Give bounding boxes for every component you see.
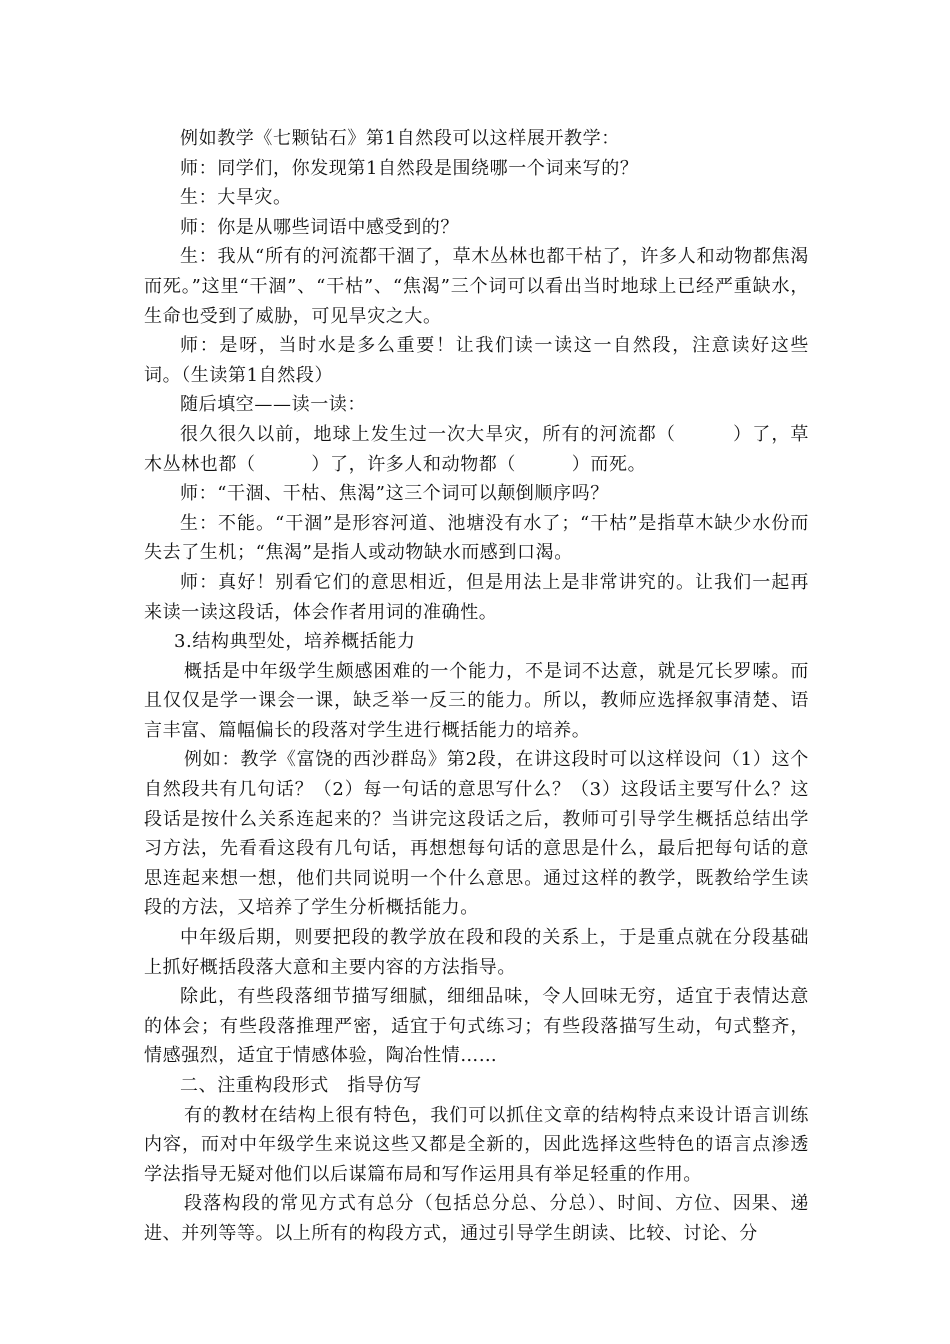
paragraph-structure-methods: 段落构段的常见方式有总分（包括总分总、分总）、时间、方位、因果、递进、并列等等。以上所有的构段方式，通过引导学生朗读、比较、讨论、分 [144,1193,809,1244]
paragraph-structure-feature: 有的教材在结构上很有特色，我们可以抓住文章的结构特点来设计语言训练内容，而对中年级学生来说这些又都是全新的，因此选择这些特色的语言点渗透学法指导无疑对他们以后谋篇布局和写作运用具有举足轻重的作用。 [144,1104,809,1185]
document-body [144,124,809,1249]
paragraph-teacher-reply-2: 师：真好！别看它们的意思相近，但是用法上是非常讲究的。让我们一起再来读一读这段话，体会作者用词的准确性。 [144,571,809,623]
paragraph-teacher-question-3: 师：“干涸、干枯、焦渴”这三个词可以颠倒顺序吗？ [180,483,609,505]
section-heading-two: 二、注重构段形式 指导仿写 [180,1075,422,1096]
paragraph-example-xisha: 例如：教学《富饶的西沙群岛》第2段，在讲这段时可以这样设问（1）这个自然段共有几句话？（2）每一句话的意思写什么？（3）这段话主要写什么？这段话是按什么关系连起来的？当讲完这段话之后，教师可引导学生概括总结出学习方法，先看看这段有几句话，再想想每句话的意思是什么，最后把每句话的意思连起来想一想，他们共同说明一个什么意思。通过这样的教学，既教给学生读段的方法，又培养了学生分析概括能力。 [144,749,809,919]
paragraph-student-answer-2: 生：我从“所有的河流都干涸了，草木丛林也都干枯了，许多人和动物都焦渴而死。”这里“干涸”、“干枯”、“焦渴”三个词可以看出当时地球上已经严重缺水，生命也受到了威胁，可见旱灾之大。 [144,246,809,327]
paragraph-fill-blank-text: 很久很久以前，地球上发生过一次大旱灾，所有的河流都（ ）了，草木丛林也都（ ）了，许多人和动物都（ ）而死。 [144,423,809,475]
paragraph-teacher-question-1: 师：同学们，你发现第1自然段是围绕哪一个词来写的？ [180,157,639,179]
paragraph-student-answer-1: 生：大旱灾。 [180,187,292,209]
paragraph-summary-ability: 概括是中年级学生颇感困难的一个能力，不是词不达意，就是冗长罗嗦。而且仅仅是学一课会一课，缺乏举一反三的能力。所以，教师应选择叙事清楚、语言丰富、篇幅偏长的段落对学生进行概括能力的培养。 [144,660,809,741]
paragraph-teacher-question-2: 师：你是从哪些词语中感受到的？ [180,216,459,238]
paragraph-fill-blank-intro: 随后填空——读一读： [180,394,366,416]
paragraph-later-stage: 中年级后期，则要把段的教学放在段和段的关系上，于是重点就在分段基础上抓好概括段落大意和主要内容的方法指导。 [144,927,809,978]
paragraph-besides: 除此，有些段落细节描写细腻，细细品味，令人回味无穷，适宜于表情达意的体会；有些段落推理严密，适宜于句式练习；有些段落描写生动，句式整齐，情感强烈，适宜于情感体验，陶冶性情…… [144,986,809,1067]
paragraph-example-intro: 例如教学《七颗钻石》第1自然段可以这样展开教学： [180,128,620,149]
section-heading-3: 3.结构典型处，培养概括能力 [174,631,416,653]
paragraph-student-answer-3: 生：不能。“干涸”是形容河道、池塘没有水了；“干枯”是指草木缺少水份而失去了生机；“焦渴”是指人或动物缺水而感到口渴。 [144,512,809,564]
paragraph-teacher-reply-1: 师：是呀，当时水是多么重要！让我们读一读这一自然段，注意读好这些词。（生读第1自然段） [144,335,809,386]
